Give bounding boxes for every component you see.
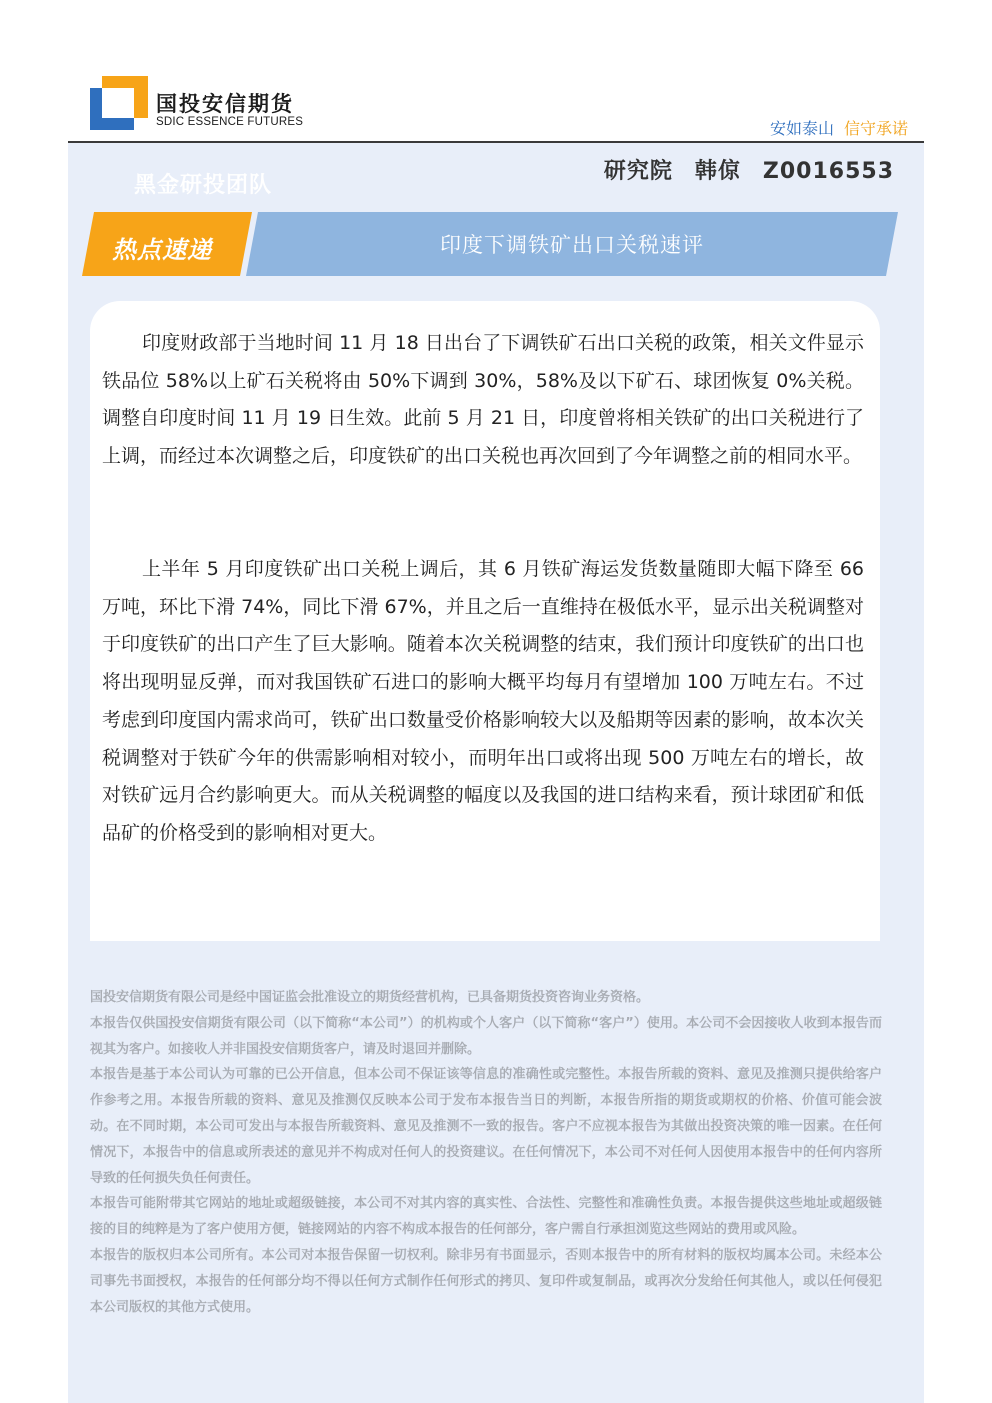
company-name-cn: 国投安信期货 — [156, 92, 294, 116]
body-paragraph-1: 印度财政部于当地时间 11 月 18 日出台了下调铁矿石出口关税的政策，相关文件显示铁品位 58%以上矿石关税将由 50%下调到 30%，58%及以下矿石、球团恢复 0%关税。调整自印度时间 11 月 19 日生效。此前 5 月 21 日，印度曾将相关铁矿的出口关税进行了上调，而经过本次调整之后，印度铁矿的出口关税也再次回到了今年调整之前的相同水平。 — [102, 332, 864, 468]
slogan-part-2: 信守承诺 — [843, 119, 908, 138]
body-paragraph-2: 上半年 5 月印度铁矿出口关税上调后，其 6 月铁矿海运发货数量随即大幅下降至 66 万吨，环比下滑 74%，同比下滑 67%，并且之后一直维持在极低水平，显示出关税调整对于印度铁矿的出口产生了巨大影响。随着本次关税调整的结束，我们预计印度铁矿的出口也将出现明显反弹，而对我国铁矿石进口的影响大概平均每月有望增加 100 万吨左右。不过考虑到印度国内需求尚可，铁矿出口数量受价格影响较大以及船期等因素的影响，故本次关税调整对于铁矿今年的供需影响相对较小，而明年出口或将出现 500 万吨左右的增长，故对铁矿远月合约影响更大。而从关税调整的幅度以及我国的进口结构来看，预计球团矿和低品矿的价格受到的影响相对更大。 — [102, 558, 864, 844]
section-tag: 热点速递 — [112, 236, 212, 264]
header-divider — [68, 141, 924, 143]
report-title: 印度下调铁矿出口关税速评 — [440, 233, 704, 257]
disclaimer — [90, 985, 882, 1320]
sdic-logo-icon — [90, 76, 148, 130]
author-line — [604, 154, 894, 185]
disclaimer-paragraph: 本报告是基于本公司认为可靠的已公开信息，但本公司不保证该等信息的准确性或完整性。本报告所载的资料、意见及推测只提供给客户作参考之用。本报告所载的资料、意见及推测仅反映本公司于发布本报告当日的判断，本报告所指的期货或期权的价格、价值可能会波动。在不同时期，本公司可发出与本报告所载资料、意见及推测不一致的报告。客户不应视本报告为其做出投资决策的唯一因素。在任何情况下，本报告中的信息或所表述的意见并不构成对任何人的投资建议。在任何情况下，本公司不对任何人因使用本报告中的任何内容所导致的任何损失负任何责任。 — [90, 1067, 882, 1186]
disclaimer-paragraph: 本报告的版权归本公司所有。本公司对本报告保留一切权利。除非另有书面显示，否则本报告中的所有材料的版权均属本公司。未经本公司事先书面授权，本报告的任何部分均不得以任何方式制作任何形式的拷贝、复印件或复制品，或再次分发给任何其他人，或以任何侵犯本公司版权的其他方式使用。 — [90, 1247, 882, 1315]
company-name-en: SDIC ESSENCE FUTURES — [156, 116, 304, 128]
slogan — [770, 116, 908, 139]
disclaimer-paragraph: 国投安信期货有限公司是经中国证监会批准设立的期货经营机构，已具备期货投资咨询业务资格。 — [90, 990, 650, 1005]
slogan-part-1: 安如泰山 — [769, 119, 834, 138]
disclaimer-paragraph: 本报告可能附带其它网站的地址或超级链接，本公司不对其内容的真实性、合法性、完整性和准确性负责。本报告提供这些地址或超级链接的目的纯粹是为了客户使用方便，链接网站的内容不构成本报告的任何部分，客户需自行承担浏览这些网站的费用或风险。 — [90, 1196, 882, 1238]
disclaimer-paragraph: 本报告仅供国投安信期货有限公司（以下简称“本公司”）的机构或个人客户（以下简称“客户”）使用。本公司不会因接收人收到本报告而视其为客户。如接收人并非国投安信期货客户，请及时退回并删除。 — [90, 1015, 882, 1057]
author-name: 韩倞 — [694, 159, 741, 184]
author-license-code: Z0016553 — [762, 159, 894, 184]
team-name: 黑金研投团队 — [134, 173, 273, 198]
author-department: 研究院 — [603, 159, 673, 184]
